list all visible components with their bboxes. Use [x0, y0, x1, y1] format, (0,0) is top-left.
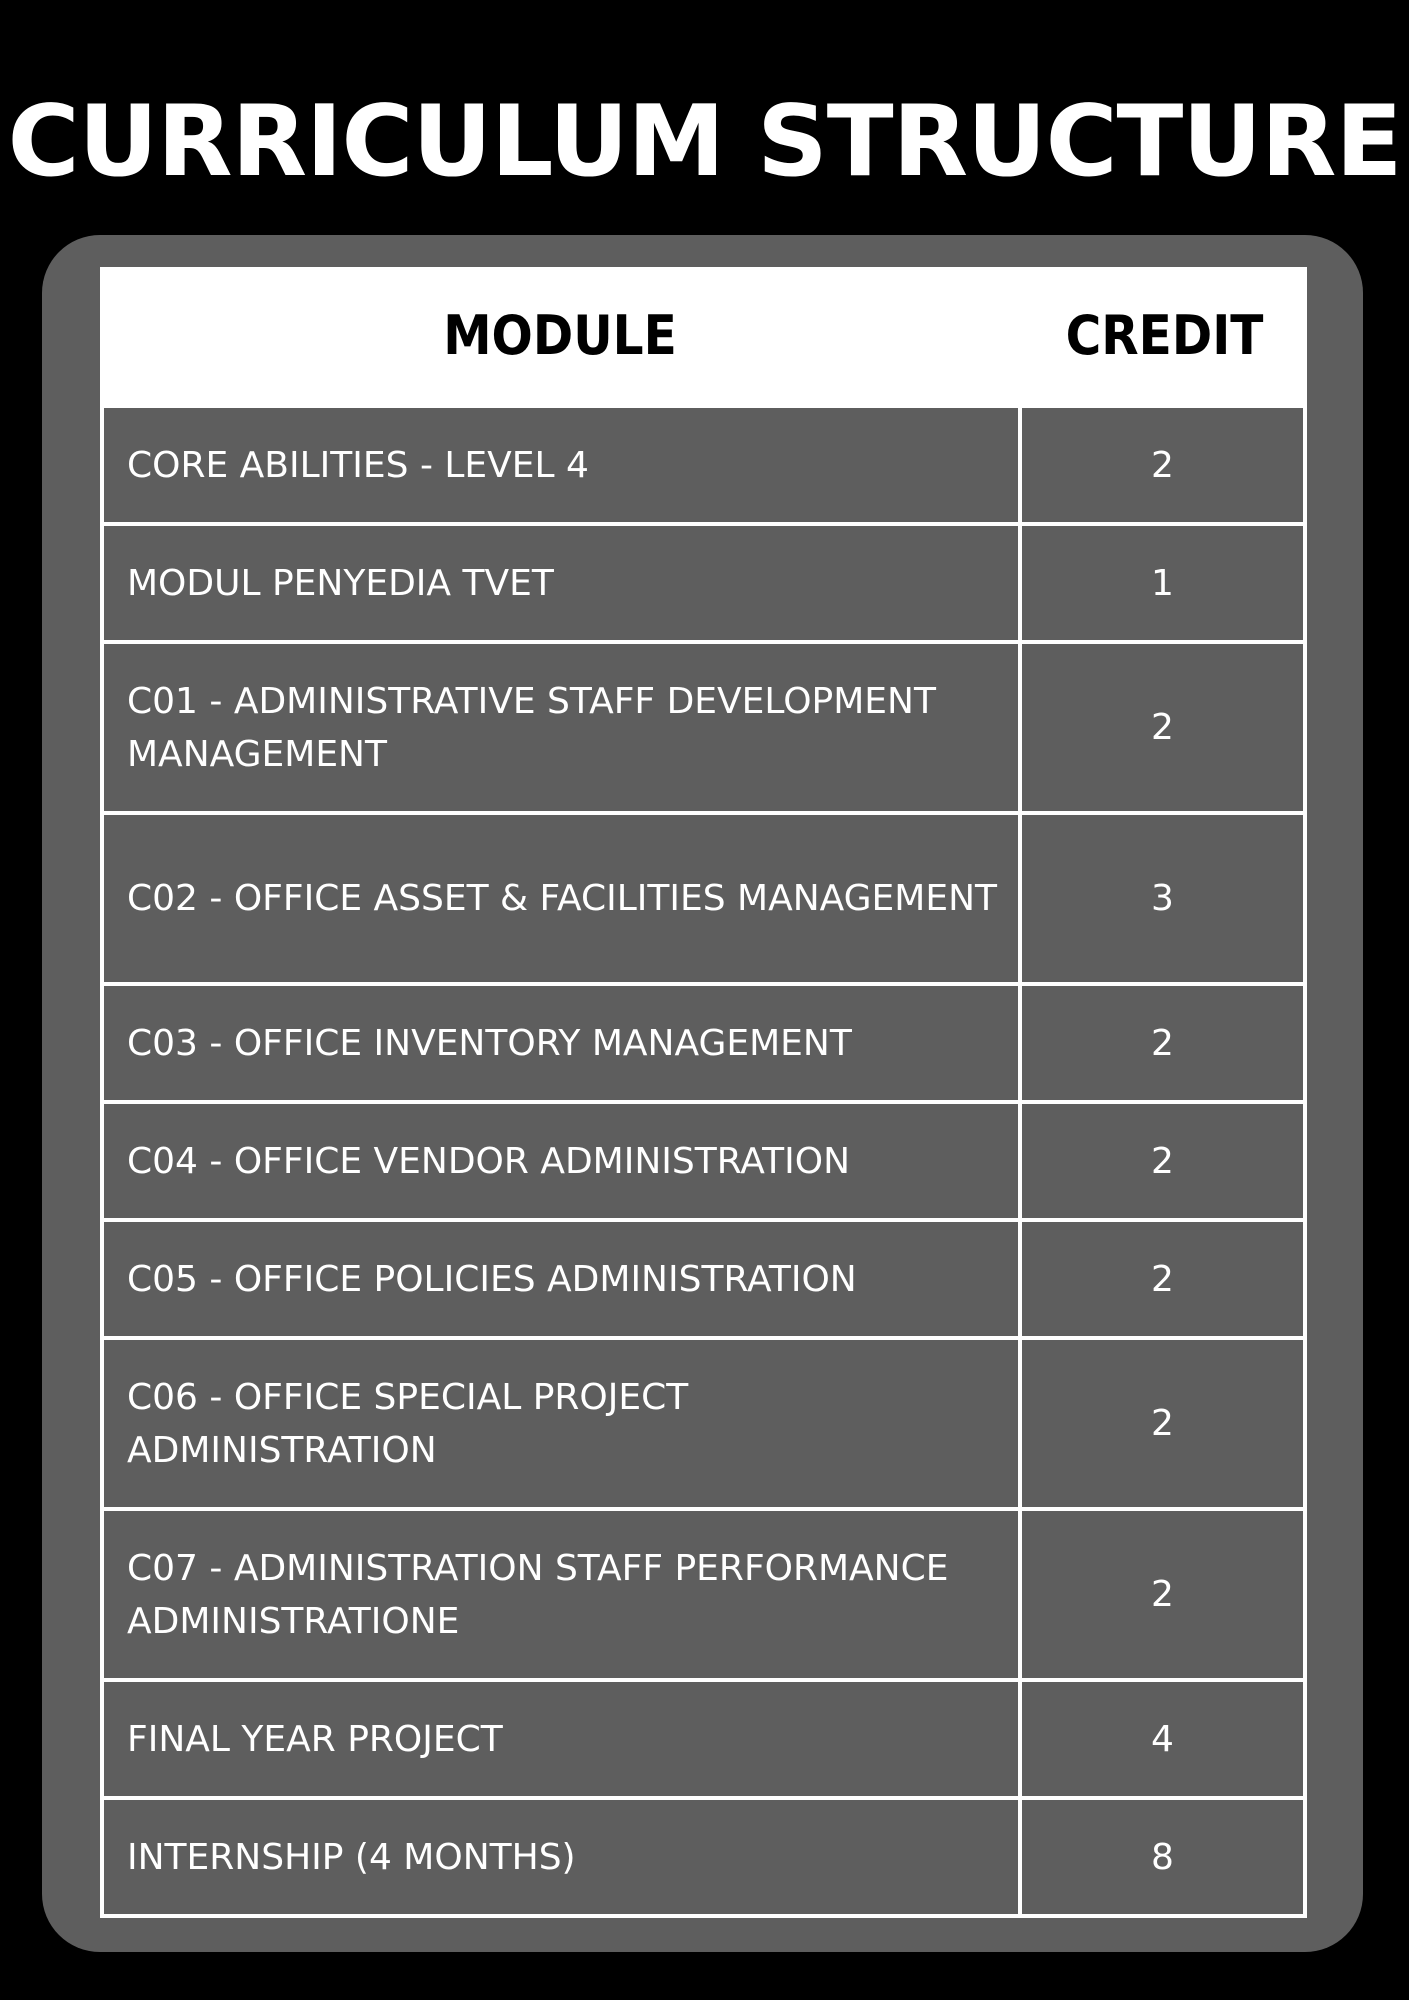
credit-cell: 2 [1022, 1340, 1303, 1507]
table-row [100, 1340, 1307, 1507]
table-row [100, 1682, 1307, 1796]
module-cell: FINAL YEAR PROJECT [104, 1682, 1018, 1796]
table-body [100, 404, 1307, 1918]
table-row [100, 1800, 1307, 1914]
credit-cell: 2 [1022, 1104, 1303, 1218]
credit-cell: 2 [1022, 1222, 1303, 1336]
credit-cell: 2 [1022, 644, 1303, 811]
credit-cell: 2 [1022, 986, 1303, 1100]
page-title: CURRICULUM STRUCTURE [7, 85, 1402, 199]
table-row [100, 986, 1307, 1100]
credit-cell: 8 [1022, 1800, 1303, 1914]
module-cell: CORE ABILITIES - LEVEL 4 [104, 408, 1018, 522]
module-cell: C03 - OFFICE INVENTORY MANAGEMENT [104, 986, 1018, 1100]
table-row [100, 1511, 1307, 1678]
table-row [100, 644, 1307, 811]
module-cell: C07 - ADMINISTRATION STAFF PERFORMANCE ADMINISTRATIONE [104, 1511, 1018, 1678]
credit-cell: 3 [1022, 815, 1303, 982]
module-cell: C05 - OFFICE POLICIES ADMINISTRATION [104, 1222, 1018, 1336]
credit-cell: 1 [1022, 526, 1303, 640]
table-row [100, 815, 1307, 982]
table-row [100, 1104, 1307, 1218]
table-row [100, 1222, 1307, 1336]
credit-cell: 2 [1022, 408, 1303, 522]
table-row [100, 526, 1307, 640]
module-column-header: MODULE [443, 304, 677, 367]
module-cell: C01 - ADMINISTRATIVE STAFF DEVELOPMENT MANAGEMENT [104, 644, 1018, 811]
table-row [100, 408, 1307, 522]
credit-cell: 2 [1022, 1511, 1303, 1678]
credit-column-header: CREDIT [1065, 304, 1264, 367]
curriculum-card [42, 235, 1363, 1952]
curriculum-table [100, 267, 1307, 1918]
module-cell: INTERNSHIP (4 MONTHS) [104, 1800, 1018, 1914]
module-cell: C06 - OFFICE SPECIAL PROJECT ADMINISTRATION [104, 1340, 1018, 1507]
credit-cell: 4 [1022, 1682, 1303, 1796]
table-header [100, 267, 1307, 404]
module-cell: C02 - OFFICE ASSET & FACILITIES MANAGEMENT [104, 815, 1018, 982]
module-cell: MODUL PENYEDIA TVET [104, 526, 1018, 640]
module-cell: C04 - OFFICE VENDOR ADMINISTRATION [104, 1104, 1018, 1218]
